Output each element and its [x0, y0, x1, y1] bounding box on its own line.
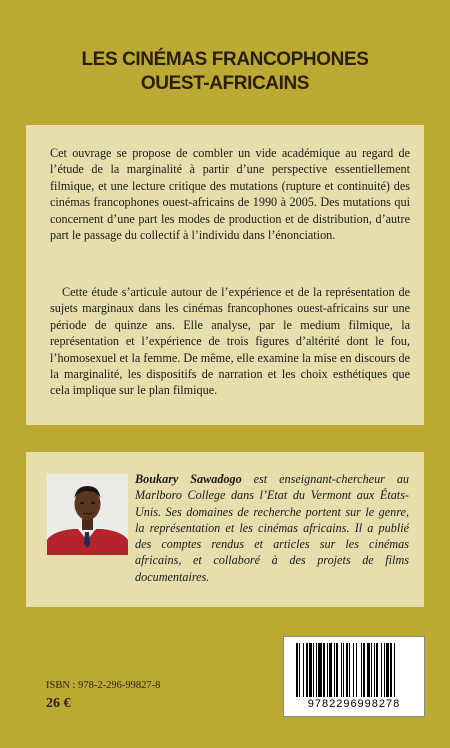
- barcode: [283, 636, 425, 717]
- barcode-bar: [313, 643, 314, 697]
- barcode-bars: [294, 643, 414, 697]
- barcode-bar: [390, 643, 392, 697]
- barcode-bar: [329, 643, 332, 697]
- barcode-bar: [386, 643, 389, 697]
- barcode-bar: [316, 643, 317, 697]
- barcode-bar: [306, 643, 308, 697]
- barcode-bar: [367, 643, 370, 697]
- summary-paragraph-2: Cette étude s’articule autour de l’expérience et de la représentation de sujets marginaux dans les cinémas francophones ouest-africains sur une période de quinze ans. Elle analyse, par le medium filmique, la représentation et l’expérience de trois figures d’altérité dont le fou, l’homosexuel et la femme. De même, elle examine la mise en discours de la marginalité, les dispositifs de narration et les choix esthétiques que cela implique sur le plan filmique.: [50, 285, 410, 398]
- barcode-bar: [384, 643, 385, 697]
- barcode-bar: [353, 643, 354, 697]
- barcode-bar: [374, 643, 375, 697]
- barcode-bar: [343, 643, 344, 697]
- author-portrait-icon: [47, 474, 128, 555]
- barcode-bar: [381, 643, 382, 697]
- barcode-bar: [356, 643, 357, 697]
- price-label: 26 €: [46, 696, 71, 711]
- author-photo: [47, 474, 128, 555]
- author-name: Boukary Sawadogo: [135, 472, 242, 486]
- author-biography: [135, 471, 409, 585]
- barcode-digits: 9782296998278: [307, 698, 401, 710]
- barcode-bar: [318, 643, 322, 697]
- barcode-bar: [376, 643, 378, 697]
- book-title: [0, 48, 450, 96]
- barcode-bar: [334, 643, 335, 697]
- barcode-bar: [371, 643, 372, 697]
- summary-paragraph-1: Cet ouvrage se propose de combler un vide académique au regard de l’étude de la marginalité à partir d’une perspective essentiellement filmique, et une lecture critique des mutations (rupture et continuité) des cinémas francophones ouest-africains de 1990 à 2005. Des mutations qui concernent d’une part les modes de production et de distribution, d’autre part le passage du collectif à l’individu dans l’énonciation.: [50, 146, 410, 243]
- barcode-bar: [341, 643, 342, 697]
- barcode-bar: [336, 643, 338, 697]
- barcode-bar: [309, 643, 312, 697]
- barcode-bar: [303, 643, 304, 697]
- barcode-bar: [361, 643, 362, 697]
- title-line-2: OUEST-AFRICAINS: [140, 73, 310, 94]
- barcode-bar: [349, 643, 350, 697]
- isbn-label: ISBN : 978-2-296-99827-8: [46, 680, 161, 691]
- barcode-bar: [327, 643, 328, 697]
- author-bio-text: est enseignant-chercheur au Marlboro College dans l’Etat du Vermont aux États-Unis. Ses domaines de recherche portent sur le genre, la représentation et les cinémas africains. Il a publié des comptes rendus et articles sur les cinémas africains, et collaboré à des projets de films documentaires.: [135, 472, 410, 584]
- barcode-bar: [323, 643, 325, 697]
- title-line-1: LES CINÉMAS FRANCOPHONES: [81, 49, 369, 70]
- barcode-bar: [394, 643, 395, 697]
- barcode-bar: [296, 643, 298, 697]
- barcode-bar: [299, 643, 300, 697]
- barcode-bar: [346, 643, 348, 697]
- barcode-bar: [363, 643, 365, 697]
